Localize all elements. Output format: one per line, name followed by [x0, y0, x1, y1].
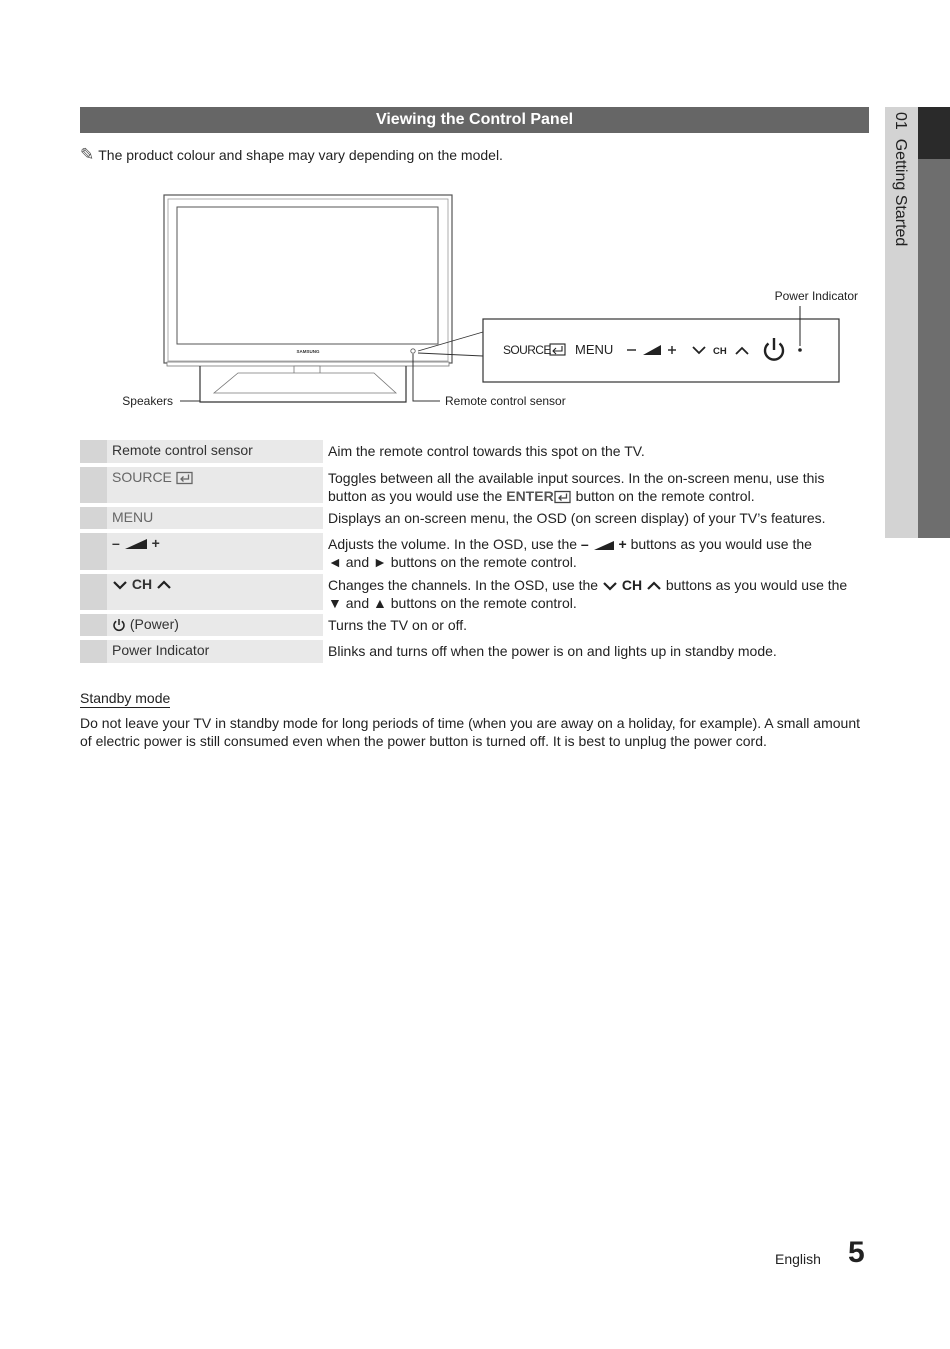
row-name: [107, 507, 323, 529]
tv-control-panel-figure: [0, 180, 880, 430]
panel-source-label: SOURCE: [503, 343, 551, 357]
channel-down-icon: [112, 579, 128, 591]
chapter-title: Getting Started: [892, 138, 909, 247]
section-title: Viewing the Control Panel: [80, 107, 869, 133]
row-name: [107, 614, 323, 636]
table-row: [80, 614, 869, 636]
enter-icon: [554, 490, 572, 504]
row-description-line: buttons as you would use the: [630, 536, 812, 552]
panel-power-indicator-led: [798, 348, 802, 352]
chapter-label: [891, 112, 909, 246]
table-row: [80, 533, 869, 570]
row-name: [107, 640, 323, 663]
table-row: [80, 640, 869, 663]
row-number-cell: [80, 507, 107, 529]
footer-language: English: [775, 1251, 821, 1267]
row-name: [107, 440, 323, 463]
table-row: [80, 574, 869, 610]
channel-up-icon: [646, 580, 662, 592]
row-description-line: Changes the channels. In the OSD, use the: [328, 577, 599, 593]
row-name-text: (Power): [129, 616, 179, 632]
table-row: [80, 467, 869, 503]
side-tab-marker: [918, 107, 950, 159]
row-number-cell: [80, 533, 107, 570]
row-description-line: ◄ and ► buttons on the remote control.: [328, 554, 577, 570]
row-name-text: Power Indicator: [112, 642, 210, 658]
row-number-cell: [80, 467, 107, 503]
row-name-text: Remote control sensor: [112, 442, 253, 458]
standby-heading: Standby mode: [80, 690, 171, 706]
tv-brand-logo: SAMSUNG: [296, 349, 320, 354]
row-description-line: Toggles between all the available input sources. In the on-screen menu, use this: [328, 470, 825, 486]
row-description-line: ▼ and ▲ buttons on the remote control.: [328, 595, 577, 611]
note: [80, 145, 503, 165]
volume-minus-icon: –: [112, 535, 120, 551]
row-description: Aim the remote control towards this spot on the TV.: [328, 443, 645, 459]
remote-sensor-label: Remote control sensor: [445, 394, 566, 408]
row-description: [328, 467, 869, 505]
speakers-label: Speakers: [122, 394, 173, 408]
power-indicator-label: Power Indicator: [774, 289, 858, 303]
row-description: Adjusts the volume. In the OSD, use the – + buttons as you would use the ◄ and ► buttons on the remote control.: [328, 536, 812, 570]
power-icon: [112, 618, 126, 632]
row-description-line: buttons as you would use the: [665, 577, 848, 593]
volume-plus-icon: +: [151, 535, 160, 551]
enter-label: ENTER: [506, 488, 554, 504]
row-number-cell: [80, 440, 107, 463]
volume-icon: [124, 538, 148, 550]
row-name: [107, 467, 323, 503]
ch-label: CH: [131, 576, 153, 592]
table-row: [80, 440, 869, 463]
chapter-side-tab: [885, 107, 950, 538]
row-description-line: Adjusts the volume. In the OSD, use the: [328, 536, 578, 552]
channel-up-icon: [156, 579, 172, 591]
ch-label: CH: [621, 577, 643, 593]
row-number-cell: [80, 574, 107, 610]
row-description-line: button as you would use the: [328, 488, 503, 504]
pencil-note-icon: ✎: [80, 145, 95, 164]
chapter-number: 01: [892, 112, 909, 130]
standby-paragraph: Do not leave your TV in standby mode for long periods of time (when you are away on a holiday, for example). A small amount of electric power is still consumed even when the power button is turned off. It is best to unplug the power cord.: [80, 715, 861, 749]
row-description: Displays an on-screen menu, the OSD (on screen display) of your TV’s features.: [328, 510, 826, 526]
row-description-line: button on the remote control.: [575, 488, 755, 504]
row-number-cell: [80, 614, 107, 636]
row-name: [107, 574, 323, 610]
row-name: [107, 533, 323, 570]
row-description: Turns the TV on or off.: [328, 617, 468, 633]
note-text: The product colour and shape may vary depending on the model.: [98, 147, 503, 163]
panel-ch-label: CH: [713, 346, 727, 357]
row-number-cell: [80, 640, 107, 663]
table-row: [80, 507, 869, 529]
row-description: Blinks and turns off when the power is on and lights up in standby mode.: [328, 643, 777, 659]
panel-menu-label: MENU: [575, 342, 614, 357]
row-name-text: MENU: [112, 509, 154, 525]
source-enter-icon: [176, 471, 194, 485]
row-name-text: SOURCE: [112, 469, 172, 485]
row-description: [328, 574, 869, 612]
side-tab-dark: [918, 159, 950, 538]
volume-icon: [593, 540, 615, 551]
channel-down-icon: [602, 580, 618, 592]
page-number: 5: [848, 1236, 865, 1269]
tv-illustration: [164, 195, 452, 402]
